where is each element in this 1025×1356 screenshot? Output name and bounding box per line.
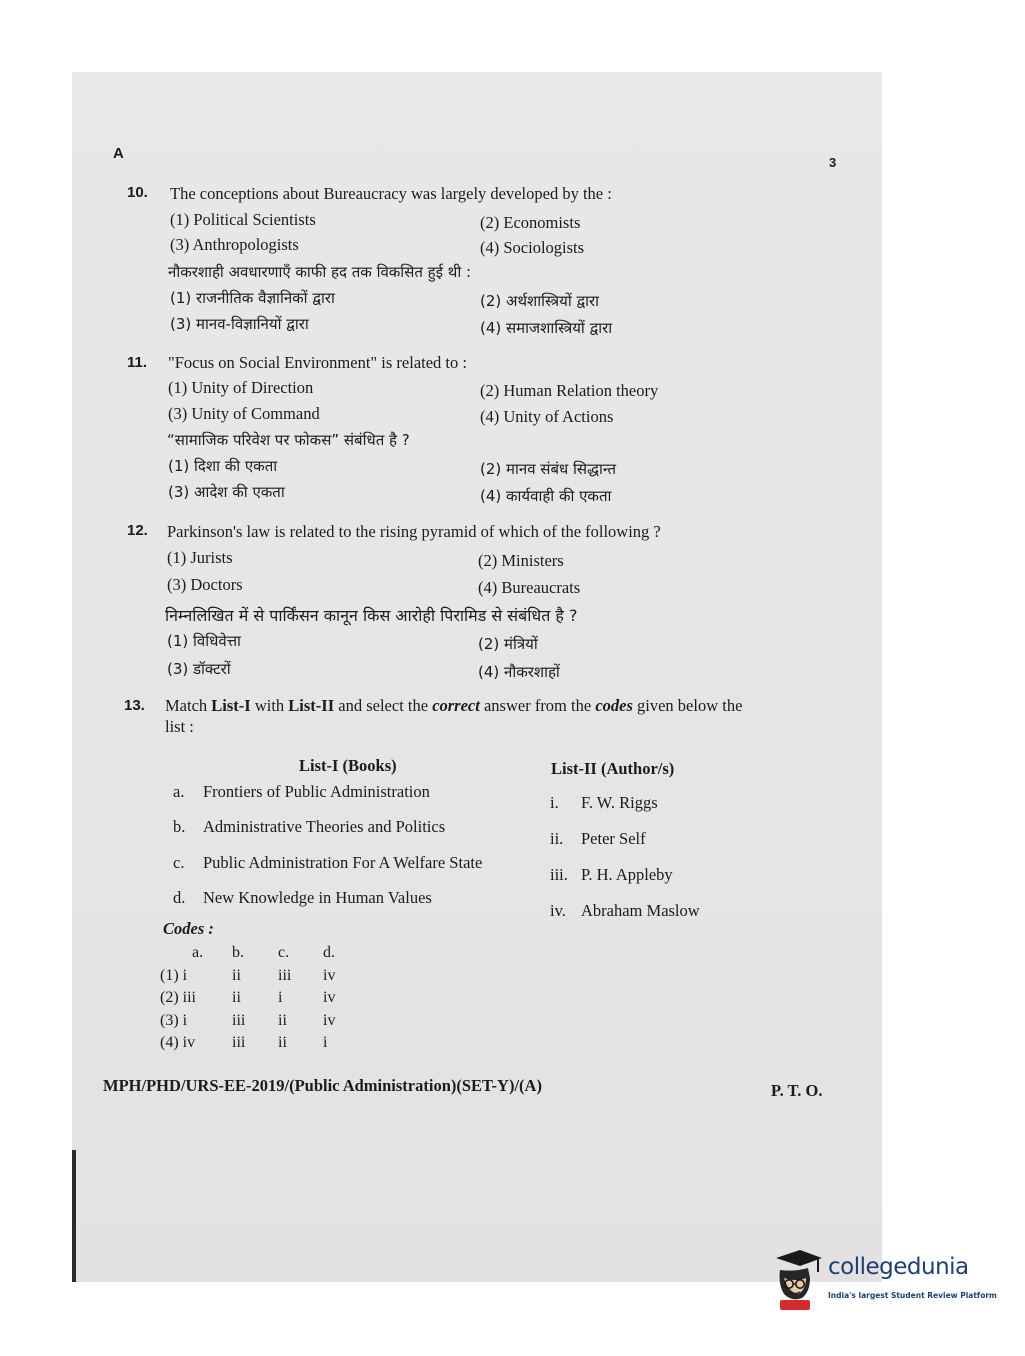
list1-item-key: c. bbox=[173, 853, 185, 872]
codes-row bbox=[160, 989, 335, 1012]
question-text: Parkinson's law is related to the rising pyramid of which of the following ? bbox=[167, 522, 661, 541]
codes-row bbox=[160, 1012, 335, 1035]
codes-cell: ii bbox=[278, 1011, 287, 1029]
codes-label: Codes : bbox=[163, 919, 214, 938]
list1-item: New Knowledge in Human Values bbox=[203, 888, 432, 907]
list2-item-key: iii. bbox=[550, 865, 568, 884]
codes-cell: ii bbox=[278, 1034, 287, 1051]
set-letter: A bbox=[113, 145, 124, 162]
codes-cell: (2) iii bbox=[160, 989, 196, 1006]
option-hindi: (4) नौकरशाहों bbox=[478, 663, 560, 681]
list2-item-key: iv. bbox=[550, 901, 566, 920]
question-text: The conceptions about Bureaucracy was largely developed by the : bbox=[170, 184, 612, 203]
option-hindi: (2) मानव संबंध सिद्धान्त bbox=[480, 460, 617, 478]
mascot-icon bbox=[770, 1248, 826, 1318]
codes-cell: iv bbox=[323, 1011, 336, 1029]
question-number: 10. bbox=[127, 184, 148, 201]
option-hindi: (2) मंत्रियों bbox=[478, 635, 538, 653]
option: (3) Doctors bbox=[167, 575, 243, 594]
option-hindi: (1) दिशा की एकता bbox=[168, 457, 278, 475]
question-text-hindi: निम्नलिखित में से पार्किंसन कानून किस आरोही पिरामिड से संबंधित है ? bbox=[165, 606, 578, 625]
codes-cell: (3) i bbox=[160, 1011, 188, 1029]
codes-cell: ii bbox=[232, 966, 241, 984]
question-text-hindi: “सामाजिक परिवेश पर फोकस” संबंधित है ? bbox=[167, 431, 410, 449]
option: (4) Bureaucrats bbox=[478, 578, 581, 597]
codes-cell: i bbox=[323, 1034, 328, 1051]
option: (1) Jurists bbox=[167, 548, 233, 567]
option: (4) Sociologists bbox=[480, 238, 585, 257]
list1-item: Frontiers of Public Administration bbox=[203, 782, 430, 801]
question-text: "Focus on Social Environment" is related to : bbox=[168, 353, 467, 372]
option: (3) Anthropologists bbox=[170, 235, 299, 254]
brand-tagline: India's largest Student Review Platform bbox=[828, 1291, 997, 1300]
list2-header: List-II (Author/s) bbox=[551, 759, 675, 778]
option-hindi: (2) अर्थशास्त्रियों द्वारा bbox=[480, 292, 600, 310]
option-hindi: (3) डॉक्टरों bbox=[167, 660, 231, 678]
page-number: 3 bbox=[829, 155, 837, 170]
list1-item-key: a. bbox=[173, 782, 185, 801]
option-hindi: (1) राजनीतिक वैज्ञानिकों द्वारा bbox=[170, 289, 335, 307]
option-hindi: (3) मानव-विज्ञानियों द्वारा bbox=[170, 315, 309, 333]
codes-header-cell: b. bbox=[232, 944, 244, 961]
question-text-hindi: नौकरशाही अवधारणाएँ काफी हद तक विकसित हुई थी : bbox=[168, 263, 472, 281]
list1-header: List-I (Books) bbox=[299, 756, 397, 775]
codes-row bbox=[160, 967, 335, 990]
codes-header-row bbox=[160, 944, 335, 967]
option: (2) Human Relation theory bbox=[480, 381, 659, 400]
option: (3) Unity of Command bbox=[168, 404, 320, 423]
list2-item-key: ii. bbox=[550, 829, 564, 848]
codes-header-cell: d. bbox=[323, 944, 335, 961]
option-hindi: (3) आदेश की एकता bbox=[168, 483, 285, 501]
option: (1) Political Scientists bbox=[170, 210, 316, 229]
codes-cell: i bbox=[278, 989, 283, 1006]
option: (2) Economists bbox=[480, 213, 581, 232]
list1-item: Public Administration For A Welfare State bbox=[203, 853, 483, 872]
codes-cell: ii bbox=[232, 989, 241, 1006]
list2-item: Abraham Maslow bbox=[581, 901, 700, 920]
codes-cell: (1) i bbox=[160, 966, 188, 984]
list2-item: Peter Self bbox=[581, 829, 646, 848]
codes-cell: iii bbox=[232, 1034, 246, 1051]
option: (4) Unity of Actions bbox=[480, 407, 614, 426]
codes-header-cell: c. bbox=[278, 944, 290, 961]
codes-cell: iii bbox=[278, 966, 292, 984]
codes-cell: iii bbox=[232, 1011, 246, 1029]
option-hindi: (1) विधिवेत्ता bbox=[167, 632, 241, 650]
question-text-continued: list : bbox=[165, 717, 194, 736]
codes-cell: iv bbox=[323, 989, 336, 1006]
codes-cell: (4) iv bbox=[160, 1034, 196, 1051]
question-number: 12. bbox=[127, 522, 148, 539]
list1-item-key: d. bbox=[173, 888, 186, 907]
list2-item: F. W. Riggs bbox=[581, 793, 658, 812]
option: (1) Unity of Direction bbox=[168, 378, 314, 397]
question-number: 11. bbox=[127, 354, 148, 371]
question-number: 13. bbox=[124, 697, 145, 714]
codes-table bbox=[160, 944, 335, 1057]
list1-item: Administrative Theories and Politics bbox=[203, 817, 446, 836]
option-hindi: (4) समाजशास्त्रियों द्वारा bbox=[480, 319, 613, 337]
list1-item-key: b. bbox=[173, 817, 186, 836]
question-text: Match List-I with List-II and select the correct answer from the codes given below the bbox=[165, 696, 743, 715]
brand-name: collegedunia bbox=[828, 1254, 969, 1280]
codes-row bbox=[160, 1034, 335, 1057]
option-hindi: (4) कार्यवाही की एकता bbox=[480, 487, 612, 505]
page-shadow-edge bbox=[72, 1150, 76, 1282]
codes-header-cell: a. bbox=[192, 944, 204, 961]
codes-cell: iv bbox=[323, 966, 336, 984]
list2-item-key: i. bbox=[550, 793, 559, 812]
paper-code: MPH/PHD/URS-EE-2019/(Public Administration)(SET-Y)/(A) bbox=[103, 1076, 542, 1095]
pto-label: P. T. O. bbox=[771, 1081, 823, 1100]
option: (2) Ministers bbox=[478, 551, 564, 570]
collegedunia-watermark bbox=[770, 1248, 1000, 1318]
list2-item: P. H. Appleby bbox=[581, 865, 673, 884]
